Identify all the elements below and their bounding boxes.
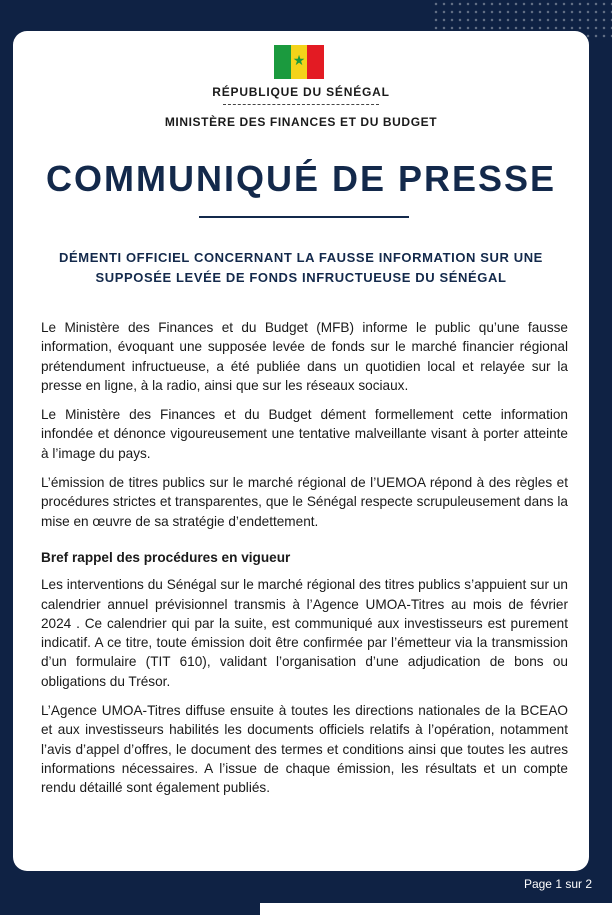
document-subtitle: DÉMENTI OFFICIEL CONCERNANT LA FAUSSE INFORMATION SUR UNE SUPPOSÉE LEVÉE DE FONDS INFRUCTUEUSE DU SÉNÉGAL <box>59 250 543 285</box>
paragraph: L’Agence UMOA-Titres diffuse ensuite à toutes les directions nationales de la BCEAO et aux investisseurs habilités les documents officiels relatifs à l’opération, notamment l’avis d’appel d’offres, le document des termes et conditions ainsi que toutes les autres informations nécessaires. A l’issue de chaque émission, les résultats et un compte rendu détaillé sont également publiés. <box>41 703 568 796</box>
section-heading: Bref rappel des procédures en vigueur <box>41 549 291 565</box>
page-number: Page 1 sur 2 <box>523 877 592 891</box>
flag-yellow-band <box>291 45 308 79</box>
header-separator <box>223 104 379 106</box>
paragraph: Le Ministère des Finances et du Budget (MFB) informe le public qu’une fausse information, évoquant une supposée levée de fonds sur le marché financier régional prétendument infructueuse, a été publiée dans un quotidien local et relayée sur la presse en ligne, à la radio, ainsi que sur les réseaux sociaux. <box>41 320 568 393</box>
title-divider <box>199 216 409 218</box>
senegal-flag-icon <box>274 45 324 79</box>
document-body <box>41 318 568 808</box>
next-page-edge <box>260 903 612 915</box>
flag-star-icon: ★ <box>292 53 306 69</box>
republic-name: RÉPUBLIQUE DU SÉNÉGAL <box>212 85 390 99</box>
ministry-name: MINISTÈRE DES FINANCES ET DU BUDGET <box>164 115 438 129</box>
paragraph: L’émission de titres publics sur le marché régional de l’UEMOA répond à des règles et procédures strictes et transparentes, que le Sénégal respecte scrupuleusement dans la mise en œuvre de sa stratégie d’endettement. <box>41 475 568 529</box>
page-title: COMMUNIQUÉ DE PRESSE <box>45 158 557 199</box>
press-release-card <box>13 31 589 871</box>
paragraph: Le Ministère des Finances et du Budget dément formellement cette information infondée et dénonce vigoureusement une tentative malveillante visant à porter atteinte à l’image du pays. <box>41 407 568 461</box>
flag-green-band <box>274 45 291 79</box>
flag-red-band <box>307 45 324 79</box>
paragraph: Les interventions du Sénégal sur le marché régional des titres publics s’appuient sur un calendrier annuel prévisionnel transmis à l’Agence UMOA-Titres au mois de février 2024 . Ce calendrier qui par la suite, est communiqué aux investisseurs est purement indicatif. A ce titre, toute émission doit être confirmée par l’émetteur via la transmission d’un formulaire (TIT 610), validant l’organisation d’une adjudication de bons ou obligations du Trésor. <box>41 577 568 689</box>
